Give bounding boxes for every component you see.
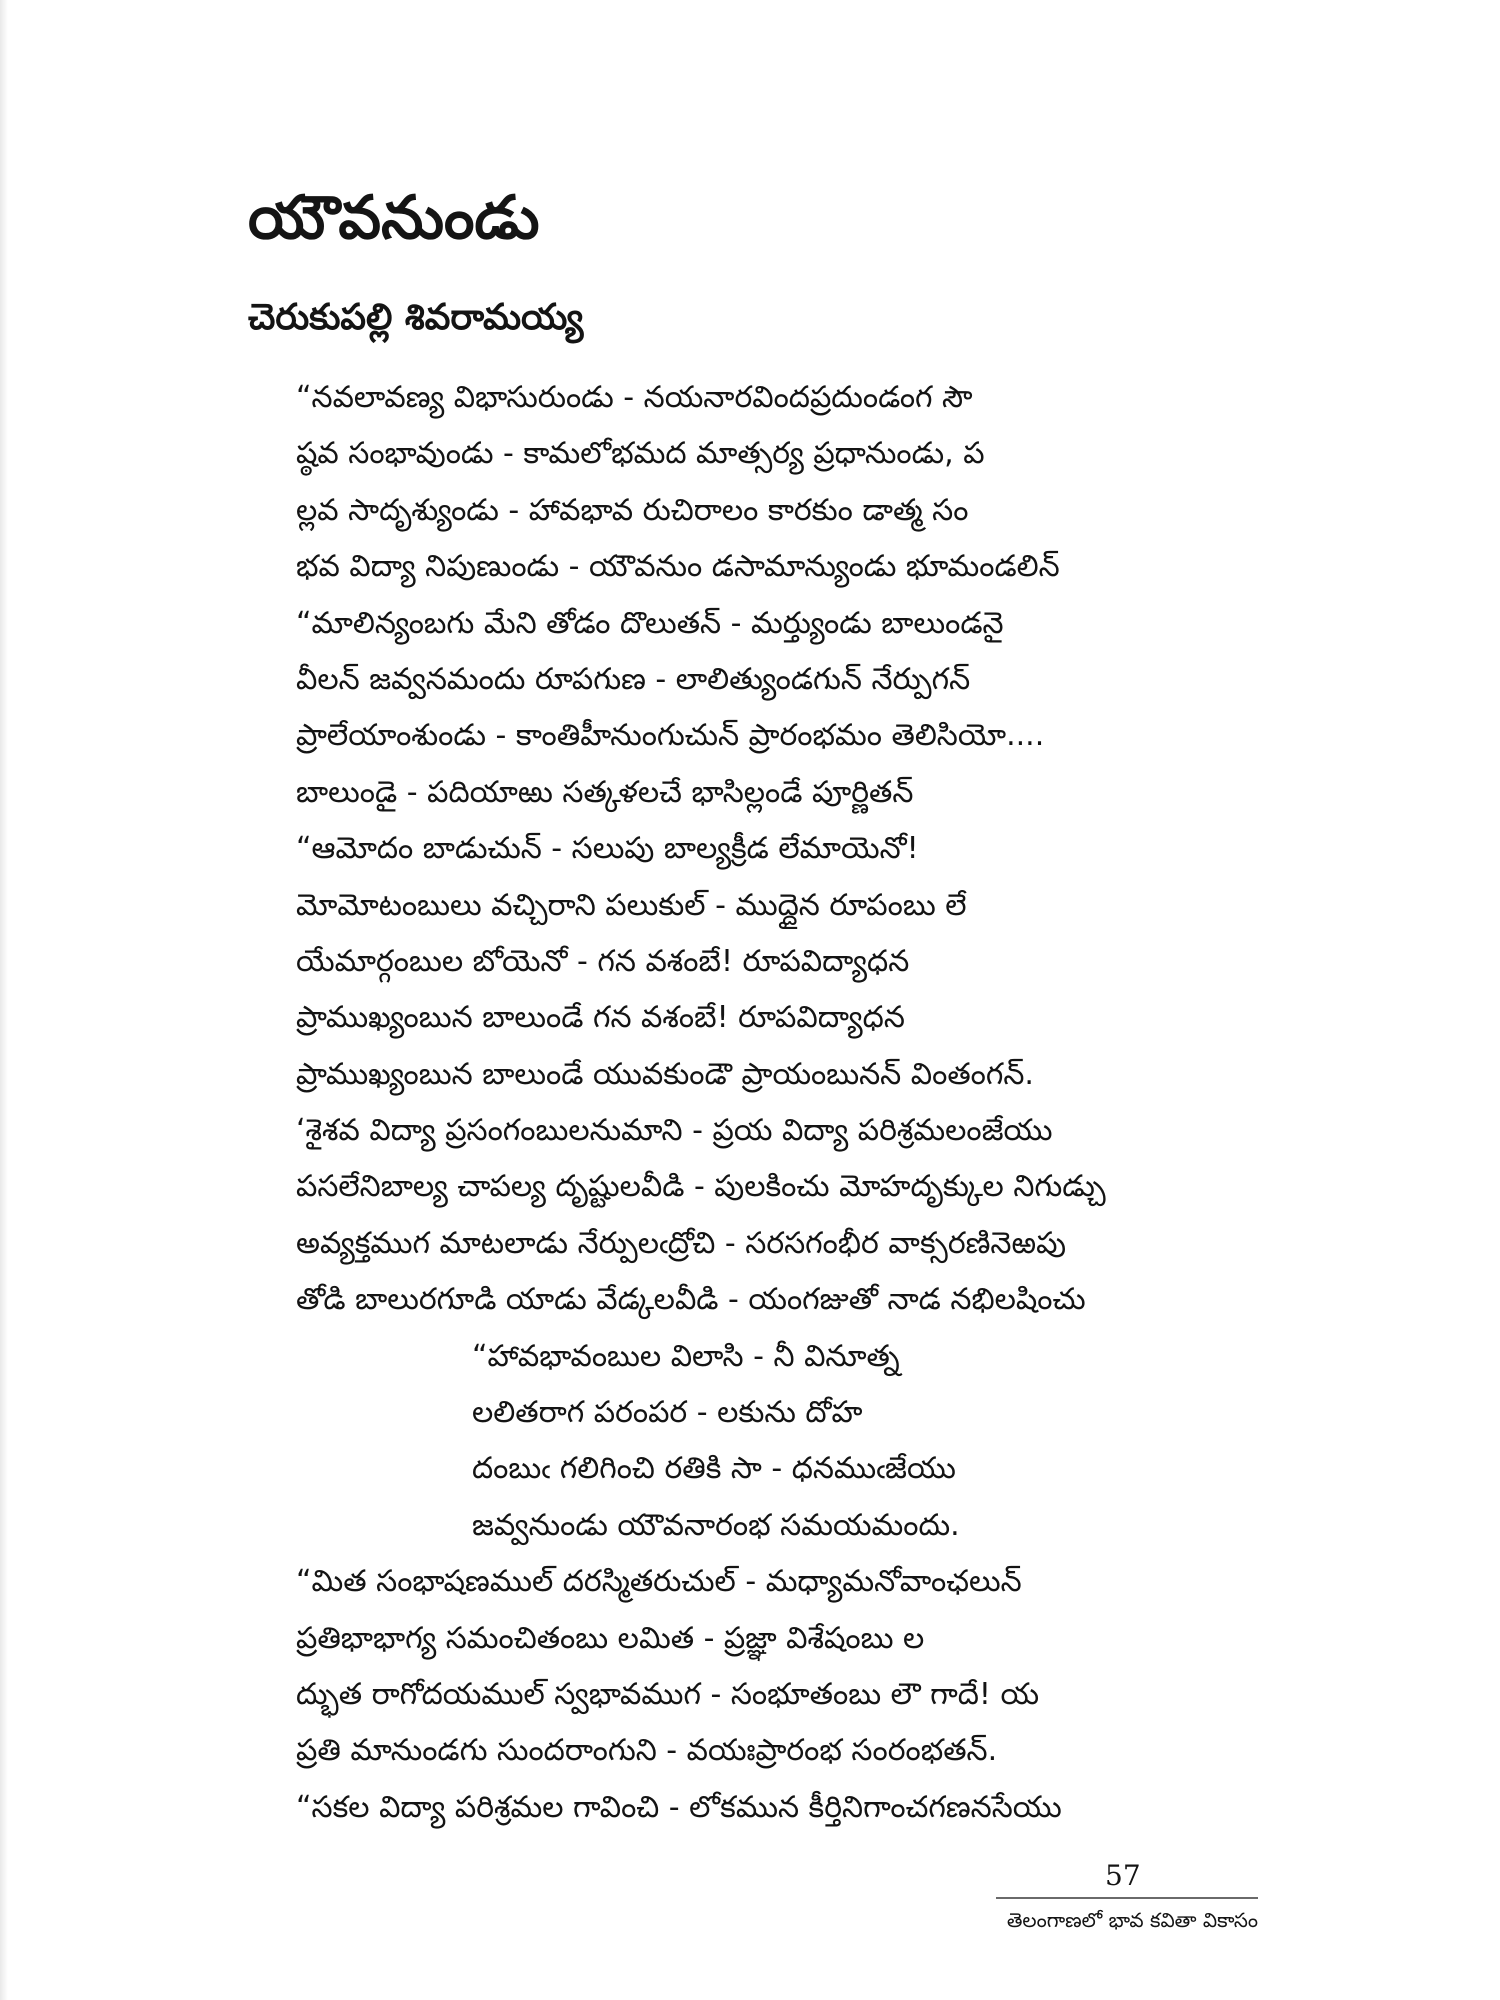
- poem-line: భవ విద్యా నిపుణుండు - యౌవనుం డసామాన్యుండు భూమండలిన్: [296, 549, 1060, 585]
- poem-author: చెరుకుపల్లి శివరామయ్య: [248, 297, 584, 338]
- poem-line: ప్రతి మానుండగు సుందరాంగుని - వయఃప్రారంభ సంరంభతన్.: [296, 1733, 998, 1769]
- poem-line: ద్భుత రాగోదయముల్ స్వభావముగ - సంభూతంబు లౌ గాదే! య: [296, 1676, 1040, 1712]
- poem-line: ప్రతిభాభాగ్య సమంచితంబు లమిత - ప్రజ్ఞా విశేషంబు ల: [296, 1620, 925, 1656]
- poem-line: తోడి బాలురగూడి యాడు వేడ్కలవీడి - యంగజుతో నాడ నభిలషించు: [296, 1282, 1086, 1318]
- poem-line: అవ్యక్తముగ మాటలాడు నేర్పులఁద్రోచి - సరసగంభీర వాక్సరణినెఱపు: [296, 1225, 1067, 1261]
- poem-line: ప్రాలేయాంశుండు - కాంతిహీనుంగుచున్ ప్రారంభమం తెలిసియో....: [296, 718, 1045, 754]
- poem-line-indented: జవ్వనుండు యౌవనారంభ సమయమందు.: [472, 1507, 960, 1543]
- poem-line: ల్లవ సాదృశ్యుండు - హావభావ రుచిరాలం కారకుం డాత్మ సం: [296, 492, 969, 528]
- poem-title: యౌవనుండు: [248, 183, 540, 253]
- poem-line: యేమార్గంబుల బోయెనో - గన వశంబే! రూపవిద్యాధన: [296, 943, 910, 979]
- poem-line: ష్ఠవ సంభావుండు - కామలోభమద మాత్సర్య ప్రధానుండు, ప: [296, 436, 985, 472]
- poem-line: ప్రాముఖ్యంబున బాలుండే యువకుండౌ ప్రాయంబునన్ వింతంగన్.: [296, 1056, 1034, 1092]
- poem-line-indented: లలితరాగ పరంపర - లకును దోహ: [472, 1395, 863, 1431]
- page-number: 57: [1105, 1859, 1141, 1892]
- poem-line: బాలుండై - పదియాఱు సత్కళలచే భాసిల్లండే పూర్ణితన్: [296, 774, 914, 810]
- poem-line: “ఆమోదం బాడుచున్ - సలుపు బాల్యక్రీడ లేమాయెనో!: [296, 831, 919, 867]
- poem-line: మోమోటంబులు వచ్చిరాని పలుకుల్ - ముద్దైన రూపంబు లే: [296, 887, 967, 923]
- poem-line: “మిత సంభాషణముల్ దరస్మితరుచుల్ - మధ్యామనోవాంఛలున్: [296, 1564, 1022, 1600]
- poem-line: ప్రాముఖ్యంబున బాలుండే గన వశంబే! రూపవిద్యాధన: [296, 1000, 905, 1036]
- poem-line-indented: దంబుఁ గలిగించి రతికి సా - ధనముఁజేయు: [472, 1451, 956, 1487]
- footer-divider: [996, 1897, 1258, 1899]
- poem-line-indented: “హావభావంబుల విలాసి - నీ వినూత్న: [472, 1338, 900, 1374]
- running-footer-book-title: తెలంగాణలో భావ కవితా వికాసం: [1006, 1908, 1258, 1932]
- poem-body: [296, 370, 1296, 1836]
- poem-line: పసలేనిబాల్య చాపల్య దృష్టులవీడి - పులకించు మోహదృక్కుల నిగుడ్చు: [296, 1169, 1106, 1205]
- poem-line: ‘శైశవ విద్యా ప్రసంగంబులనుమాని - ప్రయ విద్యా పరిశ్రమలంజేయు: [296, 1113, 1053, 1149]
- poem-line: “సకల విద్యా పరిశ్రమల గావించి - లోకమున కీర్తినిగాంచగణనసేయు: [296, 1789, 1062, 1825]
- poem-line: “మాలిన్యంబగు మేని తోడం దొలుతన్ - మర్త్యుండు బాలుండనై: [296, 605, 1004, 641]
- poem-line: వీలన్ జవ్వనమందు రూపగుణ - లాలిత్యుండగున్ నేర్పుగన్: [296, 661, 971, 697]
- page-edge-shadow: [0, 0, 8, 2000]
- poem-line: “నవలావణ్య విభాసురుండు - నయనారవిందప్రదుండంగ సౌ: [296, 380, 973, 415]
